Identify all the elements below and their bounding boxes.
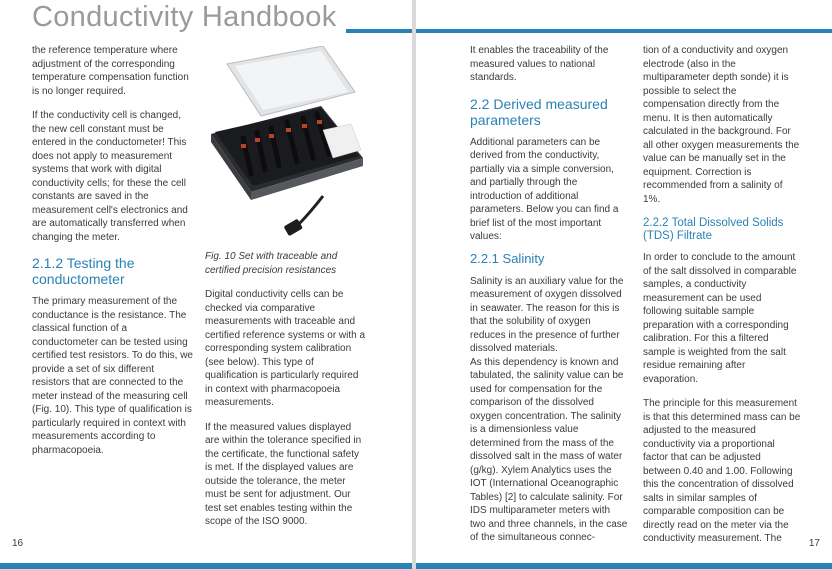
- handbook-title: Conductivity Handbook: [32, 1, 337, 33]
- subsection-heading: 2.2.2 Total Dissolved Solids (TDS) Filtrate: [643, 217, 784, 242]
- resistor-set-illustration: [205, 46, 365, 242]
- right-page: [416, 0, 832, 569]
- footer-rule: [416, 563, 832, 569]
- right-column-2: [643, 44, 801, 557]
- footer-rule: [0, 563, 412, 569]
- paragraph: The principle for this measurement is that this determined mass can be adjusted to the measured conductivity via a proportional factor that can be adjusted between 0.40 and 1.00. Following this the concentration of dissolved salts in similar samples of comparable composition can be directly read on the meter via the conductivity measurement. The: [643, 398, 801, 544]
- subsection-heading: 2.2.1 Salinity: [470, 250, 545, 266]
- paragraph: Salinity is an auxiliary value for the measurement of oxygen dissolved in seawater. The reason for this is that the solubility of oxygen reduces in the presence of further dissolved materials.: [470, 275, 624, 354]
- paragraph: The primary measurement of the conductance is the resistance. The classical function of a conductometer can be tested using certified test resistors. To do this, we provide a set of six different resistors that are connected to the meter instead of the measuring cell (Fig. 10). This type of qualification is particularly required in context with measurements according to pharmacopoeia.: [32, 296, 193, 456]
- section-heading: 2.2 Derived measured parameters: [470, 95, 608, 128]
- right-column-1: [470, 44, 628, 556]
- paragraph: As this dependency is known and tabulated, the salinity value can be used for compensation for the comparison of the dissolved oxygen concentration. The salinity is a dimensionless value determined from the mass of the dissolved salt in the mass of water (g/kg). Xylem Analytics uses the IOT (International Oceanographic Tables) [2] to calculate salinity. For IDS multiparameter meters with two and three channels, in the case of the simultaneous connec-: [470, 356, 628, 543]
- paragraph: If the measured values displayed are within the tolerance specified in the certificate, the functional safety is met. If the displayed values are outside the tolerance, the meter must be sent for adjustment. Our test set enables testing within the scope of the ISO 9000.: [205, 421, 362, 527]
- paragraph: Additional parameters can be derived from the conductivity, partially via a simple conversion, and partially through the introduction of additional parameters. Below you can find a brief list of the most important values:: [470, 136, 619, 242]
- paragraph: In order to conclude to the amount of the salt dissolved in comparable samples, a conductivity measurement can be used following suitable sample preparation with a corresponding calibration. For this a filtered sample is weighted from the salt residue remaining after evaporation.: [643, 252, 797, 385]
- figure-caption: Fig. 10 Set with traceable and certified precision resistances: [205, 251, 338, 276]
- page-number: 16: [12, 538, 24, 549]
- header-rule: [346, 29, 412, 33]
- paragraph: If the conductivity cell is changed, the new cell constant must be entered in the conductometer! This does not apply to measurement systems that work with digital conductivity cells; for these the cell constants are saved in the measurement cell's electronics and are automatically transferred when changing the meter.: [32, 110, 188, 243]
- paragraph: It enables the traceability of the measured values to national standards.: [470, 45, 609, 83]
- paragraph: Digital conductivity cells can be checked via comparative measurements with traceable and certified reference systems or with a corresponding system calibration (see below). This type of qualification is particularly required in context with pharmacopoeia measurements.: [205, 289, 366, 408]
- paragraph: tion of a conductivity and oxygen electrode (also in the multiparameter depth sonde) it is possible to select the compensation directly from the menu. It is then automatically calculated in the background. For all other oxygen measurements the value can be manually set in the equipment. Correction is recommended from a salinity of 1%.: [643, 45, 800, 205]
- left-column-2: [205, 250, 367, 540]
- section-heading: 2.1.2 Testing the conductometer: [32, 255, 135, 287]
- left-column-1: [32, 44, 194, 468]
- figure-resistor-case: [205, 46, 365, 242]
- header-rule: [416, 29, 832, 33]
- paragraph: the reference temperature where adjustment of the corresponding temperature compensation function is no longer required.: [32, 45, 189, 97]
- left-page: [0, 0, 412, 569]
- page-number: 17: [808, 538, 820, 549]
